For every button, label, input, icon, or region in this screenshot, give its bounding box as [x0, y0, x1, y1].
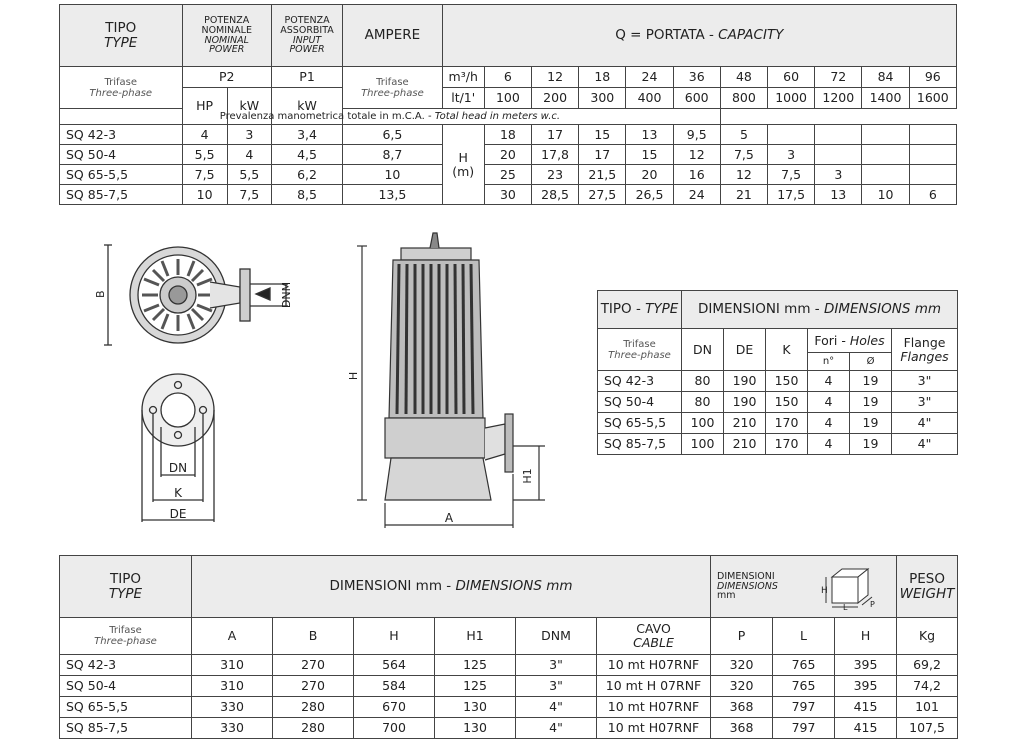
flange-phi-header: Ø [850, 353, 892, 371]
table-row [598, 413, 958, 434]
hp-value: 4 [182, 125, 227, 145]
dims-dim-label: DIMENSIONI mm - [329, 578, 456, 595]
head-value: 10 [862, 185, 909, 205]
table-row [60, 697, 958, 718]
type-label: TYPE [104, 34, 138, 51]
a-value: 330 [192, 697, 273, 718]
cable-value: 10 mt H07RNF [597, 697, 711, 718]
dims-dim-header [192, 556, 711, 618]
nominal-power-en-1: NOMINAL [204, 34, 249, 46]
input-power-label-1: POTENZA [284, 14, 330, 26]
dimensions-header-row [60, 556, 958, 618]
head-value: 17 [532, 125, 579, 145]
flange-holes-label: Holes [849, 332, 885, 348]
model-name: SQ 50-4 [60, 676, 192, 697]
table-row [60, 676, 958, 697]
l-value: 765 [773, 676, 835, 697]
b-value: 270 [273, 676, 354, 697]
lt-value: 1600 [909, 88, 956, 109]
m3h-value: 18 [579, 67, 626, 88]
head-value: 16 [673, 165, 720, 185]
pump-side-view [345, 228, 555, 533]
h1-value: 125 [435, 676, 516, 697]
package-box-icon [814, 563, 884, 611]
a-value: 330 [192, 718, 273, 739]
dim-de-label: DE [169, 507, 187, 521]
b-value: 270 [273, 655, 354, 676]
head-value: 3 [768, 145, 815, 165]
flange-dim-label: DIMENSIONI mm - [697, 301, 824, 318]
l-value: 797 [773, 697, 835, 718]
b-value: 280 [273, 697, 354, 718]
h-value: 700 [354, 718, 435, 739]
col-h-header: H [354, 618, 435, 655]
de-value: 210 [724, 434, 766, 455]
model-name: SQ 85-7,5 [60, 718, 192, 739]
b-value: 280 [273, 718, 354, 739]
weight-value: 69,2 [897, 655, 958, 676]
flange-front-view [135, 372, 235, 527]
flange-dim-header [682, 291, 958, 329]
hp-value: 7,5 [182, 165, 227, 185]
p2-header: P2 [182, 67, 271, 88]
weight-label: WEIGHT [899, 585, 955, 602]
hp-value: 10 [182, 185, 227, 205]
head-value: 5 [720, 125, 767, 145]
head-value: 15 [579, 125, 626, 145]
de-value: 210 [724, 413, 766, 434]
flange-header-row [598, 291, 958, 329]
k-value: 170 [766, 413, 808, 434]
flanges-label: Flanges [900, 348, 949, 364]
n-value: 4 [808, 371, 850, 392]
n-value: 4 [808, 434, 850, 455]
hp-header: HP [182, 88, 227, 125]
flange-tipo-label: TIPO - [600, 301, 646, 318]
unit-lt: lt/1' [442, 88, 484, 109]
flange-n-header: n° [808, 353, 850, 371]
lt-value: 1000 [768, 88, 815, 109]
h1-value: 130 [435, 697, 516, 718]
flange-value: 4" [892, 413, 958, 434]
table-row [60, 145, 957, 165]
head-value: 6 [909, 185, 956, 205]
flange-k-header: K [766, 329, 808, 371]
weight-header [897, 556, 958, 618]
kw-value: 4 [227, 145, 271, 165]
head-value: 12 [673, 145, 720, 165]
col-p-header: P [711, 618, 773, 655]
input-power-label-2: ASSORBITA [280, 24, 334, 36]
dnm-value: 4" [516, 697, 597, 718]
ampere-value: 6,5 [343, 125, 442, 145]
dim-k-label: K [174, 486, 182, 500]
box-p-label: P [870, 600, 875, 609]
a-value: 310 [192, 676, 273, 697]
dims-dim-label-en: DIMENSIONS mm [455, 578, 573, 595]
head-value: 3 [815, 165, 862, 185]
dnm-value: 3" [516, 676, 597, 697]
cable-value: 10 mt H07RNF [597, 655, 711, 676]
col-h2-header: H [835, 618, 897, 655]
head-value [815, 125, 862, 145]
l-value: 765 [773, 655, 835, 676]
dnm-value: 3" [516, 655, 597, 676]
head-value [862, 125, 909, 145]
dim-a-label: A [444, 511, 454, 525]
head-label: H [458, 149, 468, 165]
h2-value: 395 [835, 676, 897, 697]
flange-fori-label: Fori - [814, 332, 850, 348]
tipo-label: TIPO [110, 570, 141, 587]
cable-value: 10 mt H07RNF [597, 718, 711, 739]
cable-label: CABLE [633, 635, 674, 650]
flange-de-header: DE [724, 329, 766, 371]
hp-value: 5,5 [182, 145, 227, 165]
a-value: 310 [192, 655, 273, 676]
flange-value: 3" [892, 371, 958, 392]
capacity-header [442, 5, 956, 67]
h1-value: 130 [435, 718, 516, 739]
type-label: TYPE [108, 585, 143, 602]
table-row [60, 125, 957, 145]
h2-value: 415 [835, 718, 897, 739]
flange-dim-label-en: DIMENSIONS mm [823, 301, 942, 318]
cable-value: 10 mt H 07RNF [597, 676, 711, 697]
input-power-en-1: INPUT [292, 34, 322, 46]
head-value: 9,5 [673, 125, 720, 145]
table-row [598, 392, 958, 413]
h1-value: 125 [435, 655, 516, 676]
head-value: 28,5 [532, 185, 579, 205]
m3h-value: 72 [815, 67, 862, 88]
packing-dim-label-en: DIMENSIONS [717, 580, 778, 592]
tipo-header [60, 5, 183, 67]
packing-unit: mm [717, 590, 736, 602]
flange-label: Flange [903, 334, 946, 350]
head-value: 7,5 [720, 145, 767, 165]
head-value: 20 [484, 145, 531, 165]
performance-header-row [60, 5, 957, 67]
phi-value: 19 [850, 371, 892, 392]
dim-h1-label: H1 [521, 468, 534, 484]
dn-value: 80 [682, 392, 724, 413]
m3h-value: 60 [768, 67, 815, 88]
head-value [862, 165, 909, 185]
ampere-value: 10 [343, 165, 442, 185]
h2-value: 395 [835, 655, 897, 676]
head-value: 26,5 [626, 185, 673, 205]
nominal-power-en-2: POWER [209, 44, 245, 56]
head-value [909, 165, 956, 185]
input-power-header [271, 5, 342, 67]
k-value: 150 [766, 371, 808, 392]
dim-b-label: B [94, 290, 107, 298]
phi-value: 19 [850, 413, 892, 434]
input-power-en-2: POWER [289, 44, 325, 56]
table-row [60, 718, 958, 739]
col-cable-header [597, 618, 711, 655]
head-value: 25 [484, 165, 531, 185]
box-l-label: L [843, 603, 848, 611]
head-note-en: Total head in meters w.c. [434, 111, 561, 122]
head-value: 24 [673, 185, 720, 205]
head-label-cell [442, 125, 484, 205]
trifase-label: Trifase [623, 338, 656, 350]
p-value: 320 [711, 676, 773, 697]
phi-value: 19 [850, 434, 892, 455]
weight-value: 101 [897, 697, 958, 718]
p-value: 320 [711, 655, 773, 676]
model-name: SQ 65-5,5 [598, 413, 682, 434]
flange-trifase-cell [598, 329, 682, 371]
p1-header: P1 [271, 67, 342, 88]
head-value: 17,8 [532, 145, 579, 165]
head-value [909, 145, 956, 165]
weight-value: 74,2 [897, 676, 958, 697]
box-h-label: H [821, 586, 828, 596]
capacity-label: Q = PORTATA - [615, 27, 719, 44]
nominal-power-header [182, 5, 271, 67]
head-value: 7,5 [768, 165, 815, 185]
head-value: 12 [720, 165, 767, 185]
m3h-value: 6 [484, 67, 531, 88]
dimensions-subheader-row [60, 618, 958, 655]
h2-value: 415 [835, 697, 897, 718]
de-value: 190 [724, 392, 766, 413]
dim-dnm-label: DNM [280, 281, 293, 309]
k-value: 150 [766, 392, 808, 413]
flange-type-label: TYPE [645, 301, 679, 318]
col-dnm-header: DNM [516, 618, 597, 655]
dn-value: 100 [682, 413, 724, 434]
unit-m3h: m³/h [442, 67, 484, 88]
ampere-phase-cell [343, 67, 442, 109]
col-l-header: L [773, 618, 835, 655]
cavo-label: CAVO [636, 621, 671, 637]
lt-value: 100 [484, 88, 531, 109]
lt-value: 200 [532, 88, 579, 109]
kw-value: 7,5 [227, 185, 271, 205]
model-name: SQ 42-3 [598, 371, 682, 392]
dim-dn-label: DN [168, 461, 188, 475]
ampere-value: 8,7 [343, 145, 442, 165]
head-value: 21 [720, 185, 767, 205]
kw-header: kW [227, 88, 271, 125]
p-value: 368 [711, 718, 773, 739]
h-value: 564 [354, 655, 435, 676]
head-value [909, 125, 956, 145]
head-value: 17,5 [768, 185, 815, 205]
n-value: 4 [808, 413, 850, 434]
flange-value: 3" [892, 392, 958, 413]
model-name: SQ 65-5,5 [60, 697, 192, 718]
flange-value: 4" [892, 434, 958, 455]
nominal-power-label-1: POTENZA [204, 14, 250, 26]
col-h1-header: H1 [435, 618, 516, 655]
pump-top-view [90, 232, 300, 352]
three-phase-label: Three-phase [89, 87, 153, 99]
capacity-label-en: CAPACITY [718, 27, 784, 44]
table-row [598, 434, 958, 455]
p-value: 368 [711, 697, 773, 718]
col-b-header: B [273, 618, 354, 655]
head-value: 20 [626, 165, 673, 185]
flange-tipo-header [598, 291, 682, 329]
flange-holes-header [808, 329, 892, 353]
head-value [768, 125, 815, 145]
head-value: 30 [484, 185, 531, 205]
head-value: 13 [815, 185, 862, 205]
three-phase-label: Three-phase [361, 87, 424, 99]
head-value: 17 [579, 145, 626, 165]
head-value: 27,5 [579, 185, 626, 205]
m3h-value: 12 [532, 67, 579, 88]
dn-value: 100 [682, 434, 724, 455]
unit-row-2 [60, 88, 957, 109]
head-value: 21,5 [579, 165, 626, 185]
lt-value: 800 [720, 88, 767, 109]
head-note-row [60, 109, 957, 125]
p1-value: 3,4 [271, 125, 342, 145]
table-row [60, 655, 958, 676]
table-row [598, 371, 958, 392]
col-kg-header: Kg [897, 618, 958, 655]
dims-tipo-header [60, 556, 192, 618]
lt-value: 1400 [862, 88, 909, 109]
packing-dim-label: DIMENSIONI [717, 570, 775, 582]
tipo-label: TIPO [105, 19, 137, 36]
trifase-label: Trifase [109, 625, 142, 636]
ampere-header: AMPERE [343, 5, 442, 67]
k-value: 170 [766, 434, 808, 455]
table-row [60, 185, 957, 205]
h-value: 670 [354, 697, 435, 718]
p1-value: 8,5 [271, 185, 342, 205]
head-value: 23 [532, 165, 579, 185]
dnm-value: 4" [516, 718, 597, 739]
m3h-value: 48 [720, 67, 767, 88]
kw-input-header: kW [271, 88, 342, 125]
head-value: 15 [626, 145, 673, 165]
p1-value: 4,5 [271, 145, 342, 165]
head-note [60, 109, 721, 125]
p1-value: 6,2 [271, 165, 342, 185]
h-value: 584 [354, 676, 435, 697]
de-value: 190 [724, 371, 766, 392]
dn-value: 80 [682, 371, 724, 392]
flange-dn-header: DN [682, 329, 724, 371]
m3h-value: 96 [909, 67, 956, 88]
trifase-cell [60, 67, 183, 109]
m3h-value: 24 [626, 67, 673, 88]
col-a-header: A [192, 618, 273, 655]
unit-row-1 [60, 67, 957, 88]
head-value [815, 145, 862, 165]
ampere-value: 13,5 [343, 185, 442, 205]
head-value [862, 145, 909, 165]
lt-value: 1200 [815, 88, 862, 109]
three-phase-label: Three-phase [94, 636, 157, 647]
model-name: SQ 85-7,5 [60, 185, 183, 205]
peso-label: PESO [909, 570, 945, 587]
table-row [60, 165, 957, 185]
phi-value: 19 [850, 392, 892, 413]
model-name: SQ 85-7,5 [598, 434, 682, 455]
flange-flange-header [892, 329, 958, 371]
dimensions-table [59, 555, 958, 739]
trifase-label: Trifase [376, 76, 409, 88]
lt-value: 600 [673, 88, 720, 109]
trifase-label: Trifase [104, 76, 138, 88]
m3h-value: 36 [673, 67, 720, 88]
n-value: 4 [808, 392, 850, 413]
kw-value: 5,5 [227, 165, 271, 185]
dims-trifase-cell [60, 618, 192, 655]
dim-h-label: H [347, 371, 360, 381]
head-value: 13 [626, 125, 673, 145]
m3h-value: 84 [862, 67, 909, 88]
three-phase-label: Three-phase [608, 349, 671, 361]
lt-value: 300 [579, 88, 626, 109]
model-name: SQ 50-4 [598, 392, 682, 413]
l-value: 797 [773, 718, 835, 739]
packing-dim-header [711, 556, 897, 618]
head-unit: (m) [452, 163, 475, 179]
model-name: SQ 50-4 [60, 145, 183, 165]
performance-table [59, 4, 957, 205]
head-note-it: Prevalenza manometrica totale in m.C.A. - [219, 111, 435, 122]
model-name: SQ 65-5,5 [60, 165, 183, 185]
head-value: 18 [484, 125, 531, 145]
weight-value: 107,5 [897, 718, 958, 739]
model-name: SQ 42-3 [60, 125, 183, 145]
flange-table [597, 290, 958, 455]
model-name: SQ 42-3 [60, 655, 192, 676]
nominal-power-label-2: NOMINALE [201, 24, 252, 36]
flange-subheader-row [598, 329, 958, 353]
kw-value: 3 [227, 125, 271, 145]
lt-value: 400 [626, 88, 673, 109]
